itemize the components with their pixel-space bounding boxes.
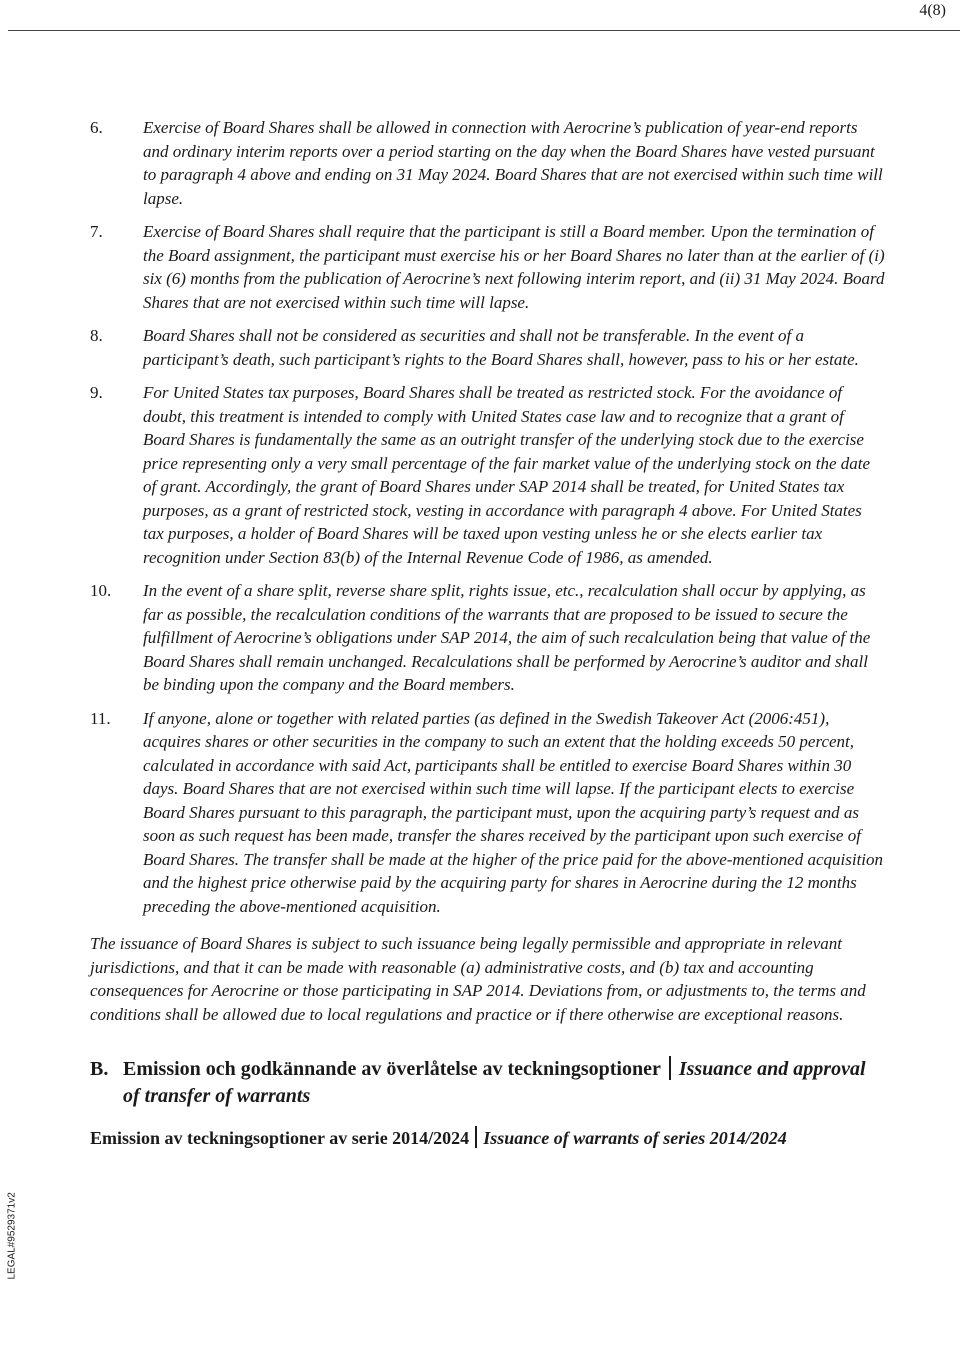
clause-text: Board Shares shall not be considered as securities and shall not be transferable. In the event of a participant’s death, such participant’s rights to the Board Shares shall, however, pass to his or her estate. — [143, 326, 859, 369]
page-number: 4(8) — [919, 2, 946, 19]
sub-heading — [90, 1126, 885, 1150]
section-title — [123, 1056, 885, 1110]
clause-text: For United States tax purposes, Board Shares shall be treated as restricted stock. For the avoidance of doubt, this treatment is intended to comply with United States case law and to recognize that a grant of Board Shares is fundamentally the same as an outright transfer of the underlying stock due to the exercise price representing only a very small percentage of the fair market value of the underlying stock on the date of grant. Accordingly, the grant of Board Shares under SAP 2014 shall be treated, for United States tax purposes, as a grant of restricted stock, vesting in accordance with paragraph 4 above. For United States tax purposes, a holder of Board Shares will be taxed upon vesting unless he or she elects earlier tax recognition under Section 83(b) of the Internal Revenue Code of 1986, as amended. — [143, 383, 871, 567]
section-title-english: Issuance and approval of transfer of warrants — [123, 1058, 866, 1107]
section-letter: B. — [90, 1058, 109, 1080]
clause-number: 10. — [90, 581, 112, 600]
clause-text: Exercise of Board Shares shall require that the participant is still a Board member. Upon the termination of the Board assignment, the participant must exercise his or her Board Shares no later than at the earlier of (i) six (6) months from the publication of Aerocrine’s next following interim report, and (ii) 31 May 2024. Board Shares that are not exercised within such time will lapse. — [143, 222, 885, 312]
clause-number: 11. — [90, 708, 111, 728]
clause-text: If anyone, alone or together with related parties (as defined in the Swedish Takeover Act (2006:451), acquires shares or other securities in the company to such an extent that the holding exceeds 50 percent, calculated in accordance with said Act, participants shall be entitled to exercise Board Shares within 30 days. Board Shares that are not exercised within such time will lapse. If the participant elects to exercise Board Shares pursuant to this paragraph, the participant must, upon the acquiring party’s request and as soon as such request has been made, transfer the shares received by the participant upon such exercise of Board Shares. The transfer shall be made at the higher of the price paid for the above-mentioned acquisition and the highest price otherwise paid by the acquiring party for shares in Aerocrine during the 12 months preceding the above-mentioned acquisition. — [143, 708, 884, 916]
clause-number: 7. — [90, 222, 103, 241]
language-divider — [475, 1126, 477, 1148]
section-title-swedish: Emission och godkännande av överlåtelse av teckningsoptioner — [123, 1058, 661, 1080]
sub-heading-swedish: Emission av teckningsoptioner av serie 2014/2024 — [90, 1128, 470, 1148]
sub-heading-english: Issuance of warrants of series 2014/2024 — [483, 1128, 787, 1148]
clause-11 — [90, 707, 885, 919]
clause-number: 6. — [90, 118, 103, 137]
clause-9 — [90, 381, 885, 569]
clause-8 — [90, 324, 885, 371]
clause-6 — [90, 116, 885, 210]
clause-text: In the event of a share split, reverse share split, rights issue, etc., recalculation shall occur by applying, as far as possible, the recalculation conditions of the warrants that are proposed to be issued to secure the fulfillment of Aerocrine’s obligations under SAP 2014, the aim of such recalculation being that value of the Board Shares shall remain unchanged. Recalculations shall be performed by Aerocrine’s auditor and shall be binding upon the company and the Board members. — [143, 581, 871, 694]
clause-number: 9. — [90, 383, 103, 402]
document-reference-label: LEGAL#9529371v2 — [6, 1192, 18, 1280]
section-b-heading — [90, 1056, 885, 1110]
closing-paragraph: The issuance of Board Shares is subject to such issuance being legally permissible and appropriate in relevant jurisdictions, and that it can be made with reasonable (a) administrative costs, and (b) tax and accounting consequences for Aerocrine or those participating in SAP 2014. Deviations from, or adjustments to, the terms and conditions shall be allowed due to local regulations and practice or if there otherwise are exceptional reasons. — [90, 934, 866, 1024]
clause-text: Exercise of Board Shares shall be allowed in connection with Aerocrine’s publication of year-end reports and ordinary interim reports over a period starting on the day when the Board Shares have vested pursuant to paragraph 4 above and ending on 31 May 2024. Board Shares that are not exercised within such time will lapse. — [143, 118, 883, 208]
clause-10 — [90, 579, 885, 697]
clause-number: 8. — [90, 326, 103, 345]
clause-7 — [90, 220, 885, 314]
document-body — [90, 116, 885, 1150]
language-divider — [669, 1056, 671, 1080]
header-divider — [8, 30, 960, 31]
